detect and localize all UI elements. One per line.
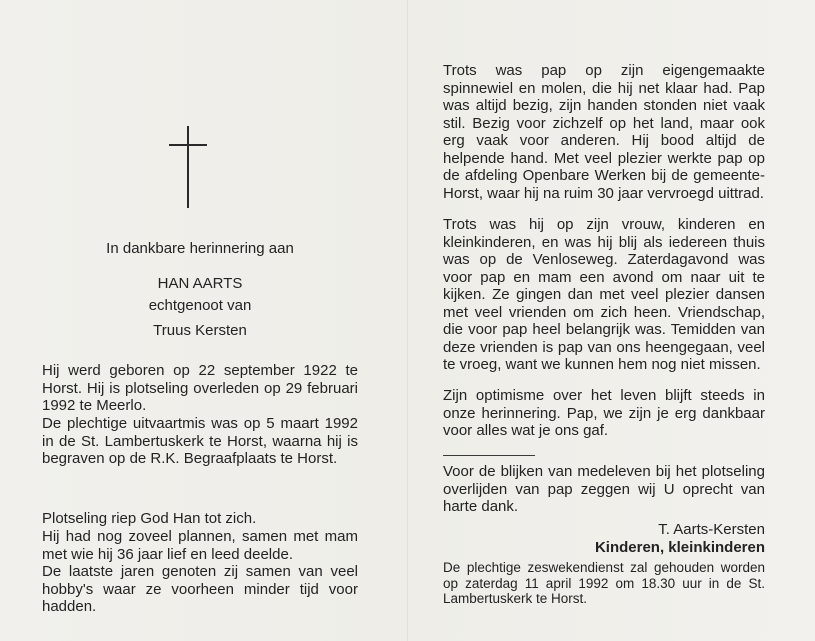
pride-paragraph: Trots was pap op zijn eigengemaakte spinnewiel en molen, die hij net klaar had. Pap was altijd bezig, zijn handen stonden niet vaak stil. Bezig voor zichzelf op het land, maar ook erg vaak voor anderen. Hij bood altijd de helpende hand. Met veel plezier werkte pap op de afdeling Openbare Werken bij de gemeente-Horst, waar hij na ruim 30 jaar vervroegd uittrad. — [443, 62, 765, 202]
family-paragraph: Trots was hij op zijn vrouw, kinderen en kleinkinderen, en was hij blij als iedereen thuis was op de Venloseweg. Zaterdagavond was voor pap en mam een avond om naar uit te kijken. Ze gingen dan met veel plezier dansen met veel vrienden om zich heen. Vriendschap, die voor pap heel belangrijk was. Temidden van deze vrienden is pap van ons heengegaan, veel te vroeg, want we kunnen hem nog niet missen. — [443, 216, 765, 373]
memory-paragraph-3: De laatste jaren genoten zij samen van veel hobby's waar ze voorheen minder tijd voor hadden. — [42, 563, 358, 615]
optimism-paragraph: Zijn optimisme over het leven blijft steeds in onze herinnering. Pap, we zijn je erg dankbaar voor alles wat je ons gaf. — [443, 387, 765, 439]
card-fold — [407, 0, 408, 641]
spouse-name: Truus Kersten — [153, 322, 247, 339]
cross-icon — [168, 126, 208, 208]
signature-family: Kinderen, kleinkinderen — [594, 539, 765, 556]
relation-text: echtgenoot van — [148, 297, 252, 314]
divider — [443, 455, 535, 456]
funeral-paragraph: De plechtige uitvaartmis was op 5 maart 1992 in de St. Lambertuskerk te Horst, waarna hij is begraven op de R.K. Begraafplaats te Horst. — [42, 415, 358, 467]
service-notice: De plechtige zeswekendienst zal gehouden worden op zaterdag 11 april 1992 om 18.30 uur in de St. Lambertuskerk te Horst. — [443, 560, 765, 606]
thanks-paragraph: Voor de blijken van medeleven bij het plotseling overlijden van pap zeggen wij U oprecht van harte dank. — [443, 463, 765, 515]
memory-paragraph-2: Hij had nog zoveel plannen, samen met mam met wie hij 36 jaar lief en leed deelde. — [42, 528, 358, 563]
deceased-name: HAN AARTS — [157, 275, 243, 292]
birth-death-paragraph: Hij werd geboren op 22 september 1922 te Horst. Hij is plotseling overleden op 29 februari 1992 te Meerlo. — [42, 362, 358, 414]
intro-text: In dankbare herinnering aan — [106, 240, 294, 257]
signature-name: T. Aarts-Kersten — [658, 521, 765, 538]
memory-line-1: Plotseling riep God Han tot zich. — [42, 510, 257, 527]
